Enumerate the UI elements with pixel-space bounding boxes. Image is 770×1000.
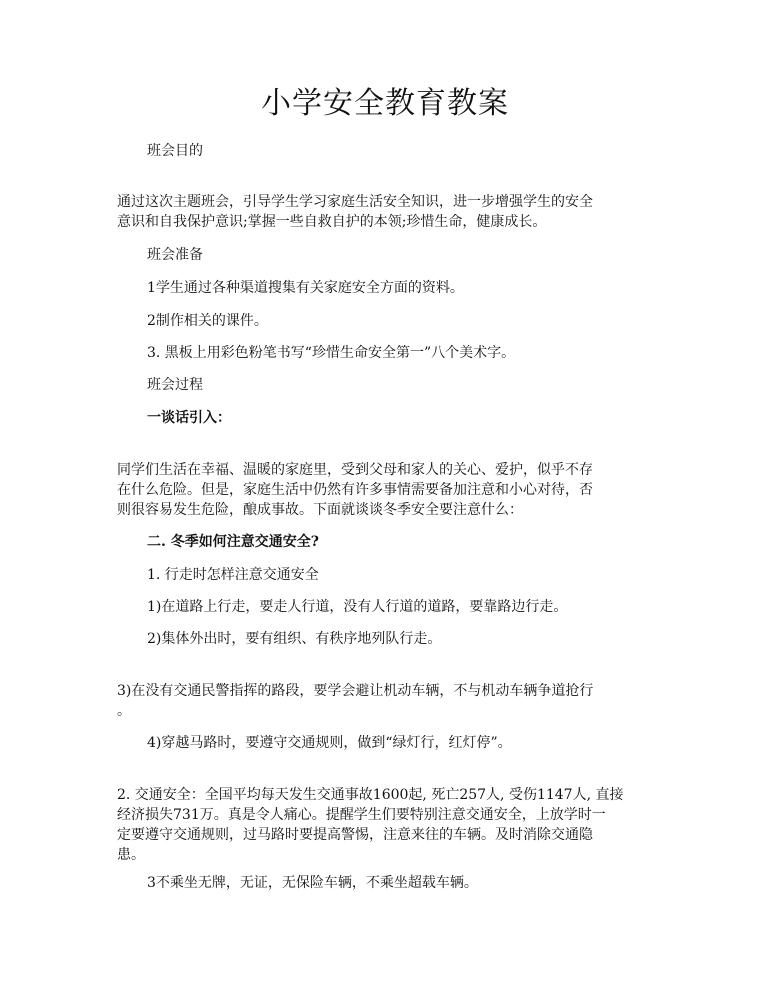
list-item: 3. 黑板上用彩色粉笔书写“珍惜生命安全第一”八个美术字。	[147, 345, 516, 361]
paragraph-line: 通过这次主题班会，引导学生学习家庭生活安全知识，进一步增强学生的安全	[117, 194, 593, 210]
subheading-walking: 1. 行走时怎样注意交通安全	[147, 567, 319, 583]
list-item: 2)集体外出时，要有组织、有秩序地列队行走。	[147, 631, 442, 647]
section-heading-intro: 一谈话引入：	[147, 410, 231, 426]
paragraph-line: 意识和自我保护意识;掌握一些自救自护的本领;珍惜生命，健康成长。	[117, 214, 547, 230]
paragraph-line: 在什么危险。但是，家庭生活中仍然有许多事情需要备加注意和小心对待，否	[117, 482, 593, 498]
paragraph-line: 3)在没有交通民警指挥的路段，要学会避让机动车辆，不与机动车辆争道抢行	[117, 683, 594, 699]
section-heading-purpose: 班会目的	[147, 143, 203, 159]
document-title: 小学安全教育教案	[261, 86, 509, 121]
list-item: 4)穿越马路时，要遵守交通规则，做到“绿灯行，红灯停”。	[147, 735, 512, 751]
list-item: 2制作相关的课件。	[147, 313, 268, 329]
paragraph-line: 同学们生活在幸福、温暖的家庭里，受到父母和家人的关心、爱护，似乎不存	[117, 462, 593, 478]
section-heading-process: 班会过程	[147, 377, 203, 393]
section-heading-winter-traffic: 二. 冬季如何注意交通安全?	[147, 534, 319, 550]
paragraph-line: 2. 交通安全：全国平均每天发生交通事故1600起, 死亡257人, 受伤1147人, 直接	[117, 787, 624, 803]
list-item: 1学生通过各种渠道搜集有关家庭安全方面的资料。	[147, 280, 464, 296]
list-item: 1)在道路上行走，要走人行道，没有人行道的道路，要靠路边行走。	[147, 599, 568, 615]
section-heading-preparation: 班会准备	[147, 247, 203, 263]
list-item: 3不乘坐无牌，无证，无保险车辆，不乘坐超载车辆。	[147, 875, 478, 891]
paragraph-line: 。	[117, 703, 131, 719]
paragraph-line: 患。	[117, 847, 145, 863]
paragraph-line: 经济损失731万。真是令人痛心。提醒学生们要特别注意交通安全，上放学时一	[117, 807, 606, 823]
paragraph-line: 定要遵守交通规则，过马路时要提高警惕，注意来往的车辆。及时消除交通隐	[117, 827, 593, 843]
paragraph-line: 则很容易发生危险，酿成事故。下面就谈谈冬季安全要注意什么：	[117, 502, 523, 518]
